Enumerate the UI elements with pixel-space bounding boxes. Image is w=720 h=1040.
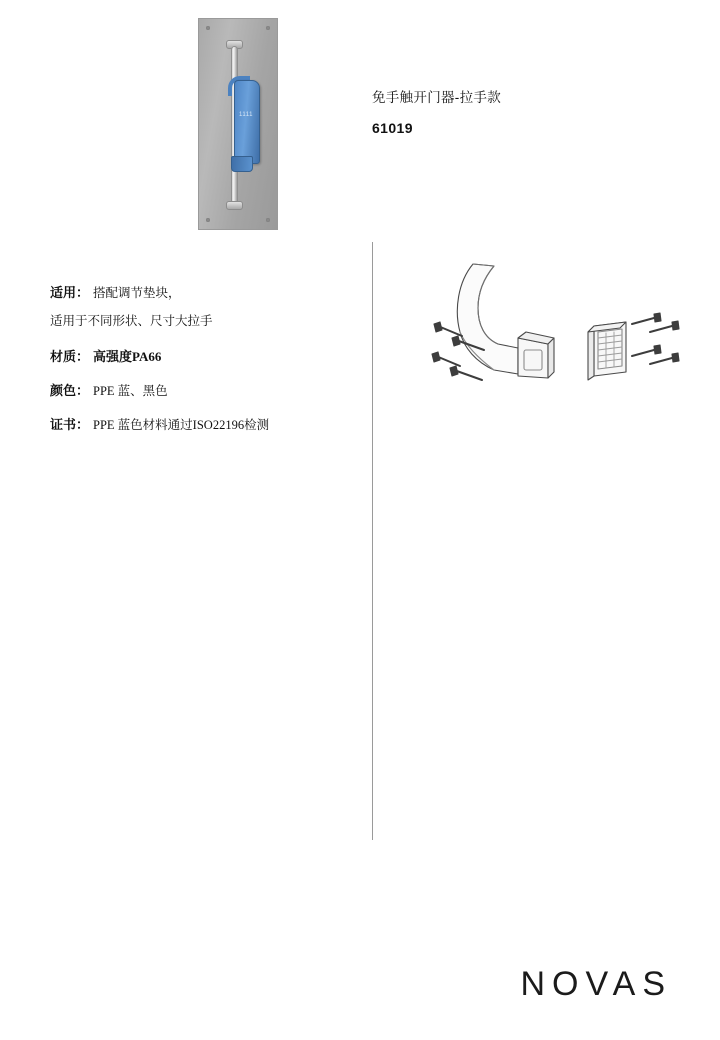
spec-label: 颜色： xyxy=(50,383,90,398)
plate-screw-icon xyxy=(206,26,210,30)
vertical-divider xyxy=(372,242,373,840)
screw-icon xyxy=(432,352,460,366)
spec-row xyxy=(50,348,350,366)
spec-value-continued: 适用于不同形状、尺寸大拉手 xyxy=(50,314,213,328)
screw-icon xyxy=(650,321,679,332)
foot-opener-body xyxy=(234,80,260,164)
screw-icon xyxy=(632,313,661,324)
plate-screw-icon xyxy=(206,218,210,222)
spec-value: PPE 蓝色材料通过ISO22196检测 xyxy=(93,418,270,432)
spec-value: PPE 蓝、黑色 xyxy=(93,384,168,398)
plate-screw-icon xyxy=(266,218,270,222)
spec-label: 证书： xyxy=(50,417,90,432)
opener-arm-outline xyxy=(457,264,518,374)
spec-label: 适用： xyxy=(50,285,90,300)
opener-body-mark: 1111 xyxy=(239,112,254,118)
screw-icon xyxy=(650,353,679,364)
opener-foot-pedal xyxy=(231,156,253,172)
adjustment-pad xyxy=(588,322,626,380)
product-code: 61019 xyxy=(372,120,413,136)
spec-row xyxy=(50,416,350,434)
plate-screw-icon xyxy=(266,26,270,30)
title-block xyxy=(372,88,672,136)
spec-list xyxy=(50,284,350,450)
exploded-assembly-diagram xyxy=(398,252,688,412)
brand-logo: NOVAS xyxy=(520,965,672,1003)
spec-row-continuation xyxy=(50,312,350,330)
screw-icon xyxy=(632,345,661,356)
screw-icon xyxy=(450,366,482,380)
spec-label: 材质： xyxy=(50,349,90,364)
spec-value: 高强度PA66 xyxy=(93,349,162,364)
spec-value: 搭配调节垫块， xyxy=(93,286,181,300)
opener-mount-block xyxy=(518,338,548,378)
page-title: 免手触开门器-拉手款 xyxy=(372,90,501,105)
handle-mount-bottom xyxy=(226,201,243,210)
product-photo xyxy=(198,18,278,230)
spec-row xyxy=(50,284,350,302)
spec-row xyxy=(50,382,350,400)
